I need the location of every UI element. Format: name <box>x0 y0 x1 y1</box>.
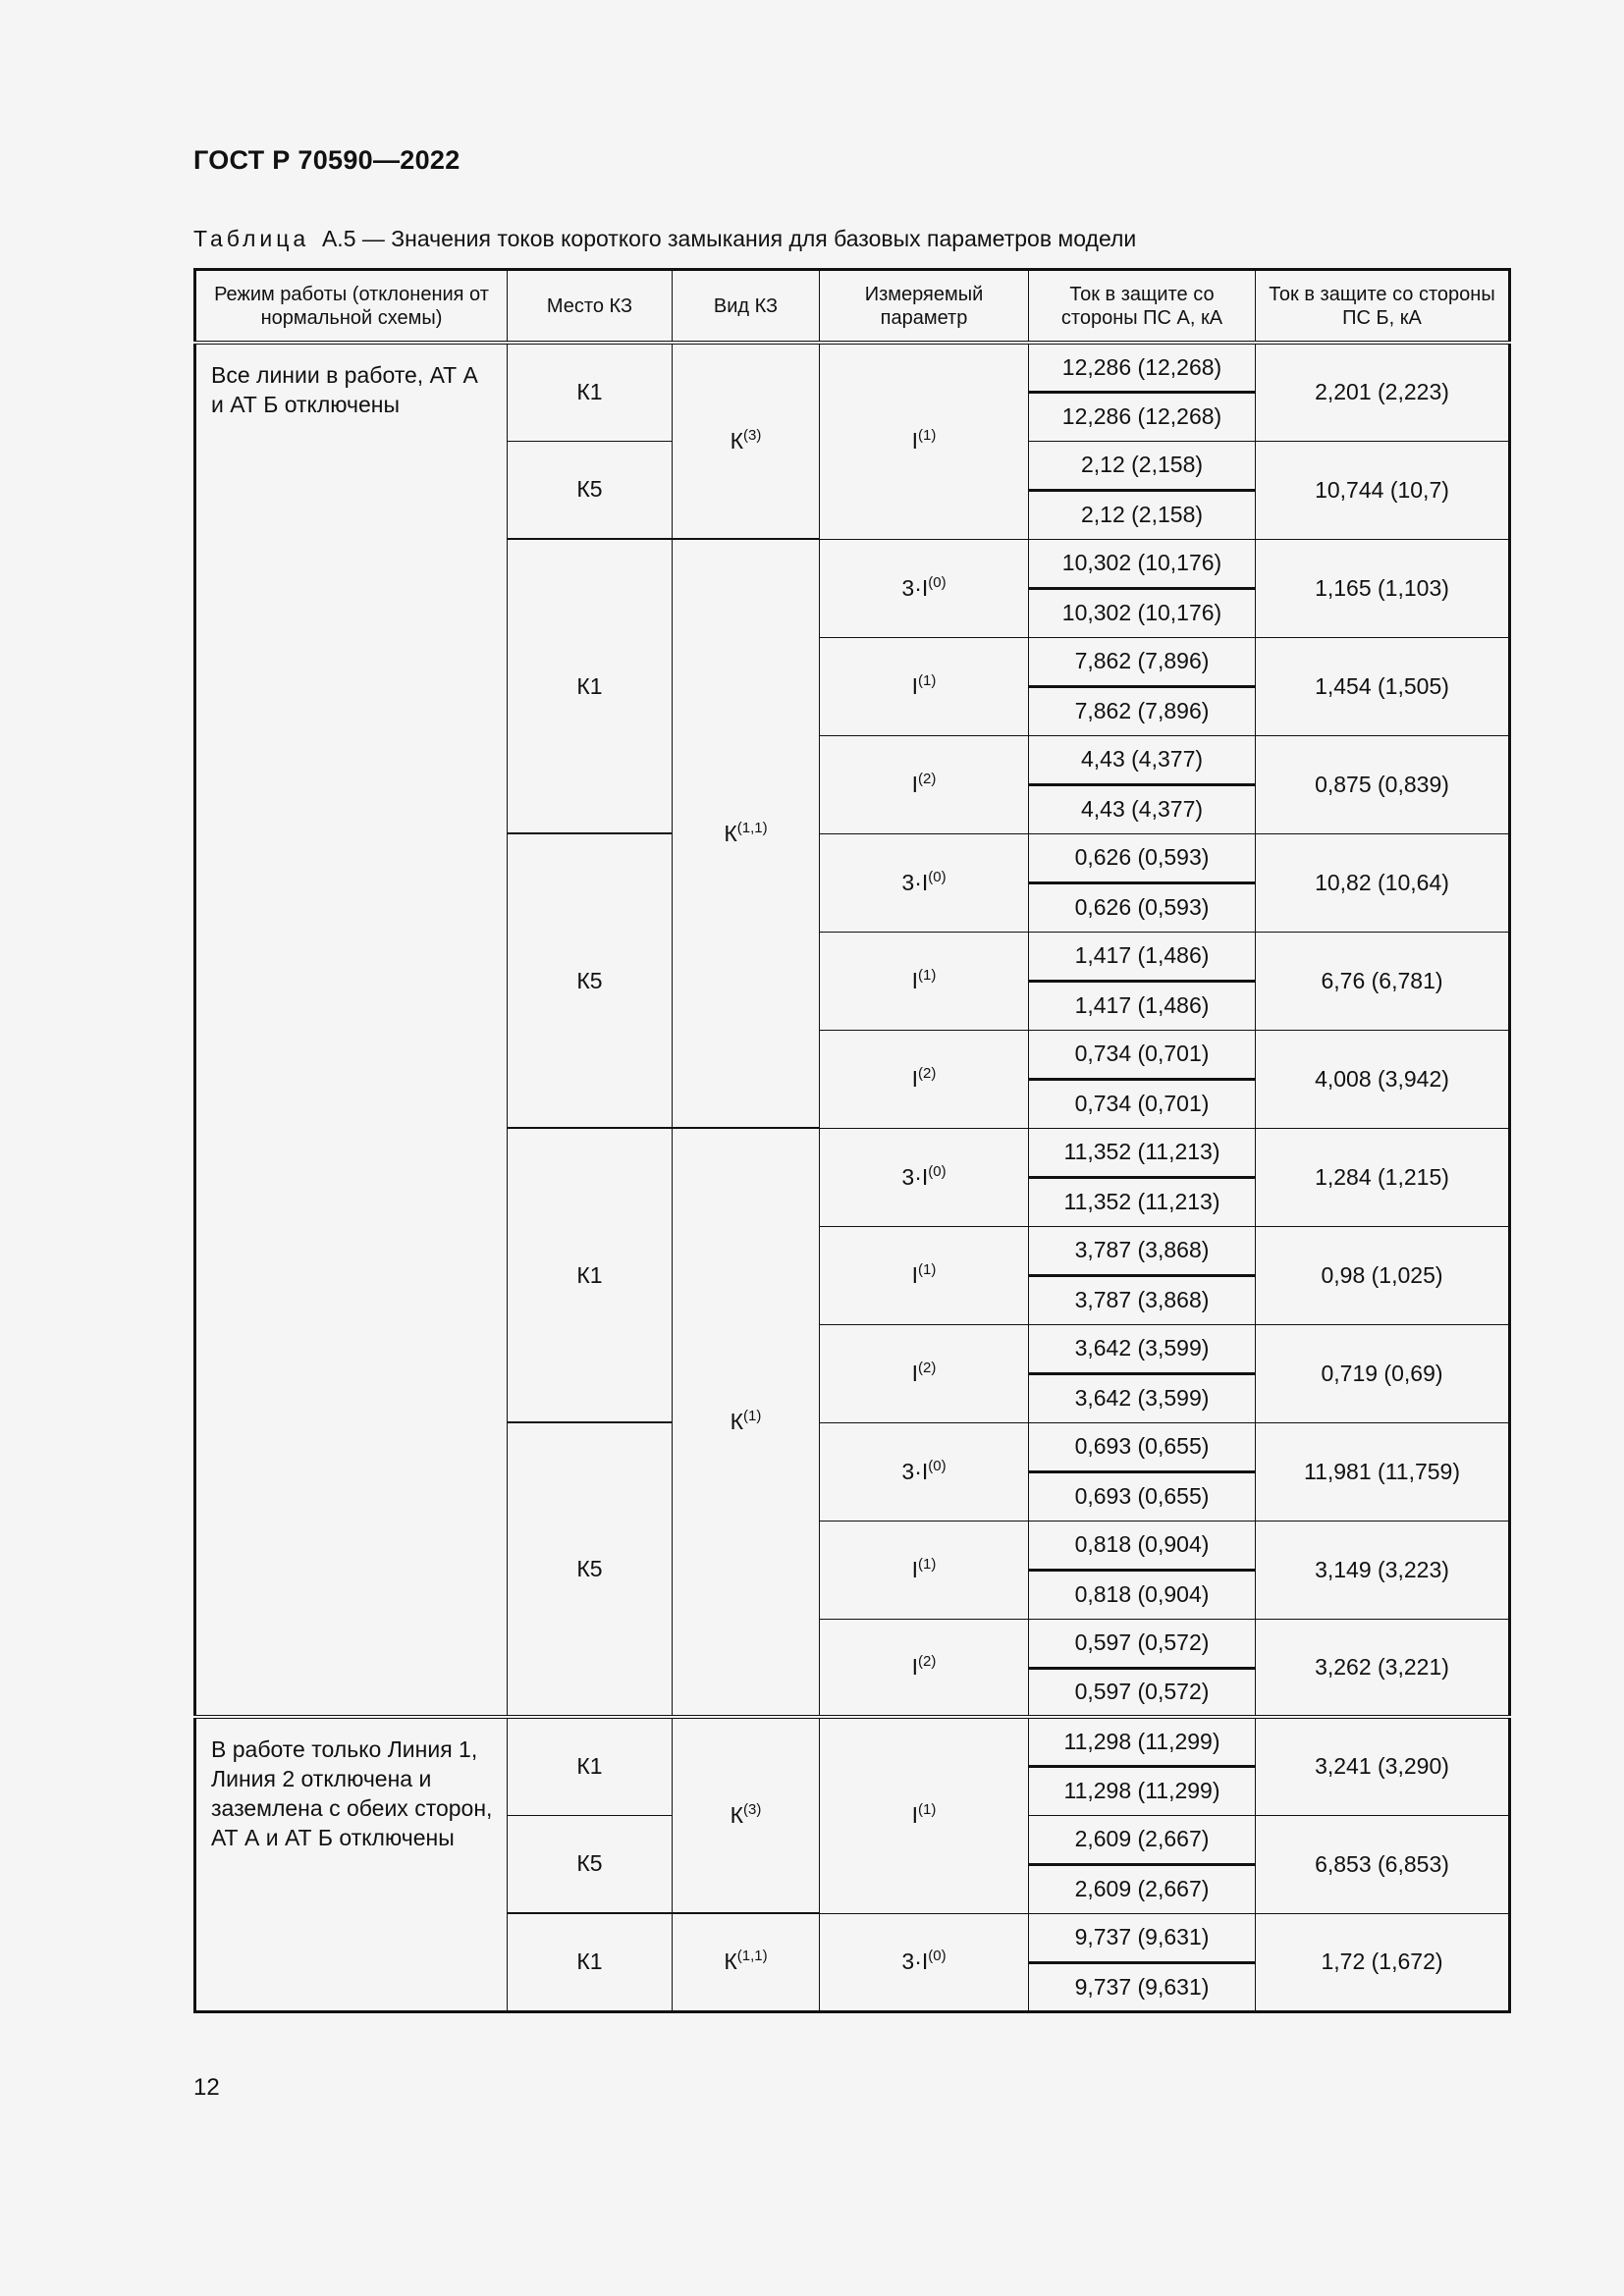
mode-cell: Все линии в работе, АТ А и АТ Б отключены <box>195 343 508 1717</box>
current-b-cell: 3,262 (3,221) <box>1256 1619 1510 1717</box>
current-a-cell: 9,737 (9,631) <box>1029 1913 1256 1962</box>
current-b-cell: 0,98 (1,025) <box>1256 1226 1510 1324</box>
current-a-cell: 9,737 (9,631) <box>1029 1962 1256 2011</box>
current-b-cell: 6,853 (6,853) <box>1256 1815 1510 1913</box>
param-sup: (2) <box>918 1359 937 1376</box>
param-sup: (1) <box>918 1555 937 1573</box>
current-a-cell: 0,626 (0,593) <box>1029 833 1256 882</box>
current-b-cell: 1,454 (1,505) <box>1256 637 1510 735</box>
type-base: К <box>724 1949 737 1975</box>
current-a-cell: 11,298 (11,299) <box>1029 1717 1256 1766</box>
param-sup: (1) <box>918 671 937 689</box>
param-base: 3·I <box>901 1949 929 1975</box>
param-cell <box>820 1422 1029 1521</box>
current-a-cell: 2,12 (2,158) <box>1029 441 1256 490</box>
current-b-cell: 10,744 (10,7) <box>1256 441 1510 539</box>
param-sup: (2) <box>918 1064 937 1082</box>
location-cell: К1 <box>508 343 673 441</box>
type-sup: (3) <box>743 1801 762 1819</box>
header-location: Место КЗ <box>508 270 673 344</box>
location-cell: К5 <box>508 833 673 1128</box>
param-sup: (0) <box>928 1457 947 1474</box>
table-caption <box>193 226 1136 252</box>
current-a-cell: 0,734 (0,701) <box>1029 1079 1256 1128</box>
current-a-cell: 2,609 (2,667) <box>1029 1864 1256 1913</box>
param-sup: (1) <box>918 966 937 984</box>
param-cell <box>820 1913 1029 2011</box>
current-a-cell: 0,734 (0,701) <box>1029 1030 1256 1079</box>
param-base: 3·I <box>901 1458 929 1484</box>
current-a-cell: 0,626 (0,593) <box>1029 882 1256 932</box>
type-base: К <box>730 1409 744 1435</box>
type-sup: (1,1) <box>736 819 768 836</box>
type-base: К <box>724 820 737 846</box>
mode-cell: В работе только Линия 1, Линия 2 отключена и заземлена с обеих сторон, АТ А и АТ Б отключены <box>195 1717 508 2011</box>
current-b-cell: 3,149 (3,223) <box>1256 1521 1510 1619</box>
current-b-cell: 10,82 (10,64) <box>1256 833 1510 932</box>
param-base: I <box>911 1261 919 1288</box>
location-cell: К1 <box>508 1717 673 1815</box>
current-a-cell: 7,862 (7,896) <box>1029 686 1256 735</box>
current-b-cell: 6,76 (6,781) <box>1256 932 1510 1030</box>
param-base: I <box>911 771 919 797</box>
current-a-cell: 10,302 (10,176) <box>1029 539 1256 588</box>
param-cell <box>820 735 1029 833</box>
type-cell <box>673 1128 820 1717</box>
current-b-cell: 0,875 (0,839) <box>1256 735 1510 833</box>
current-a-cell: 0,818 (0,904) <box>1029 1570 1256 1619</box>
param-base: I <box>911 1360 919 1386</box>
current-b-cell: 1,72 (1,672) <box>1256 1913 1510 2011</box>
type-cell <box>673 343 820 539</box>
param-cell <box>820 1226 1029 1324</box>
type-cell <box>673 1717 820 1913</box>
param-sup: (1) <box>918 1801 937 1819</box>
param-cell <box>820 833 1029 932</box>
param-base: 3·I <box>901 574 929 601</box>
param-sup: (0) <box>928 1948 947 1965</box>
param-base: I <box>911 1065 919 1092</box>
location-cell: К5 <box>508 1422 673 1717</box>
current-a-cell: 3,642 (3,599) <box>1029 1324 1256 1373</box>
current-a-cell: 0,818 (0,904) <box>1029 1521 1256 1570</box>
current-b-cell: 1,284 (1,215) <box>1256 1128 1510 1226</box>
current-a-cell: 3,642 (3,599) <box>1029 1373 1256 1422</box>
current-a-cell: 10,302 (10,176) <box>1029 588 1256 637</box>
param-sup: (0) <box>928 1162 947 1180</box>
param-cell <box>820 539 1029 637</box>
current-b-cell: 2,201 (2,223) <box>1256 343 1510 441</box>
current-a-cell: 11,352 (11,213) <box>1029 1177 1256 1226</box>
header-type: Вид КЗ <box>673 270 820 344</box>
type-sup: (3) <box>743 427 762 445</box>
param-sup: (1) <box>918 427 937 445</box>
param-sup: (0) <box>928 868 947 885</box>
caption-text: А.5 — Значения токов короткого замыкания для базовых параметров модели <box>321 226 1137 251</box>
param-base: I <box>911 428 919 454</box>
current-a-cell: 0,597 (0,572) <box>1029 1619 1256 1668</box>
header-mode: Режим работы (отклонения от нормальной схемы) <box>195 270 508 344</box>
current-a-cell: 3,787 (3,868) <box>1029 1275 1256 1324</box>
param-sup: (2) <box>918 1652 937 1670</box>
param-base: I <box>911 1802 919 1829</box>
current-a-cell: 7,862 (7,896) <box>1029 637 1256 686</box>
param-cell <box>820 1030 1029 1128</box>
type-cell <box>673 539 820 1128</box>
type-sup: (1) <box>743 1408 762 1425</box>
type-base: К <box>730 1802 744 1829</box>
current-a-cell: 1,417 (1,486) <box>1029 932 1256 981</box>
location-cell: К5 <box>508 441 673 539</box>
param-cell <box>820 1324 1029 1422</box>
param-cell <box>820 932 1029 1030</box>
caption-label: Таблица <box>193 226 310 251</box>
param-cell <box>820 1619 1029 1717</box>
current-a-cell: 12,286 (12,268) <box>1029 343 1256 392</box>
param-cell <box>820 1717 1029 1913</box>
param-base: 3·I <box>901 869 929 895</box>
current-b-cell: 4,008 (3,942) <box>1256 1030 1510 1128</box>
param-base: I <box>911 967 919 993</box>
location-cell: К1 <box>508 1128 673 1422</box>
current-a-cell: 2,12 (2,158) <box>1029 490 1256 539</box>
location-cell: К5 <box>508 1815 673 1913</box>
param-base: I <box>911 1653 919 1680</box>
header-parameter: Измеряемый параметр <box>820 270 1029 344</box>
param-base: I <box>911 672 919 699</box>
param-sup: (0) <box>928 573 947 591</box>
current-b-cell: 3,241 (3,290) <box>1256 1717 1510 1815</box>
document-header: ГОСТ Р 70590—2022 <box>193 145 460 175</box>
current-a-cell: 0,597 (0,572) <box>1029 1668 1256 1717</box>
current-b-cell: 11,981 (11,759) <box>1256 1422 1510 1521</box>
type-sup: (1,1) <box>736 1948 768 1965</box>
short-circuit-table <box>193 268 1511 2013</box>
current-a-cell: 12,286 (12,268) <box>1029 392 1256 441</box>
param-base: 3·I <box>901 1163 929 1190</box>
param-sup: (1) <box>918 1260 937 1278</box>
current-a-cell: 4,43 (4,377) <box>1029 735 1256 784</box>
current-a-cell: 0,693 (0,655) <box>1029 1422 1256 1471</box>
location-cell: К1 <box>508 1913 673 2011</box>
header-current-b: Ток в защите со стороны ПС Б, кА <box>1256 270 1510 344</box>
current-a-cell: 0,693 (0,655) <box>1029 1471 1256 1521</box>
type-cell <box>673 1913 820 2011</box>
current-a-cell: 2,609 (2,667) <box>1029 1815 1256 1864</box>
current-a-cell: 1,417 (1,486) <box>1029 981 1256 1030</box>
current-b-cell: 1,165 (1,103) <box>1256 539 1510 637</box>
param-cell <box>820 637 1029 735</box>
current-a-cell: 4,43 (4,377) <box>1029 784 1256 833</box>
param-cell <box>820 1521 1029 1619</box>
location-cell: К1 <box>508 539 673 833</box>
param-cell <box>820 1128 1029 1226</box>
header-current-a: Ток в защите со стороны ПС А, кА <box>1029 270 1256 344</box>
page-number: 12 <box>193 2074 220 2101</box>
param-base: I <box>911 1556 919 1582</box>
param-cell <box>820 343 1029 539</box>
current-a-cell: 11,352 (11,213) <box>1029 1128 1256 1177</box>
current-a-cell: 11,298 (11,299) <box>1029 1766 1256 1815</box>
type-base: К <box>730 428 744 454</box>
current-a-cell: 3,787 (3,868) <box>1029 1226 1256 1275</box>
param-sup: (2) <box>918 770 937 787</box>
current-b-cell: 0,719 (0,69) <box>1256 1324 1510 1422</box>
